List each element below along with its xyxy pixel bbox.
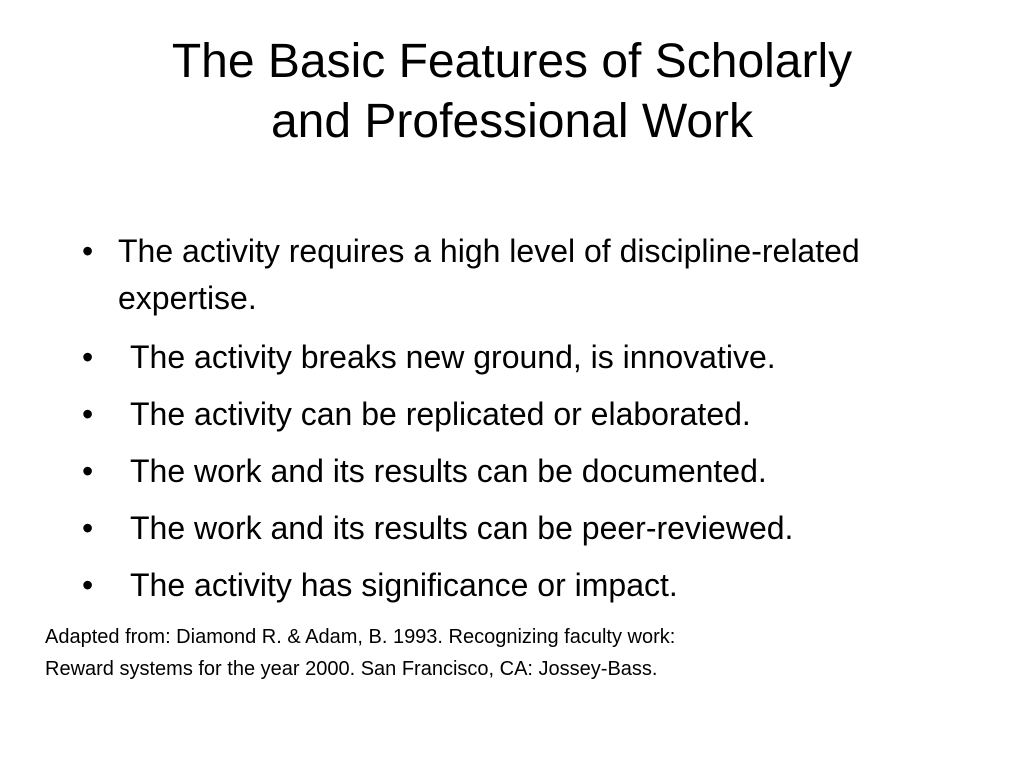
bullet-item xyxy=(80,503,980,553)
slide-title-line-1: The Basic Features of Scholarly xyxy=(171,35,853,88)
bullet-item xyxy=(80,332,980,382)
bullet-text: The activity requires a high level of discipline-related expertise. xyxy=(118,233,860,316)
slide-title-line-2: and Professional Work xyxy=(270,95,753,148)
bullet-text: The activity breaks new ground, is innovative. xyxy=(130,339,776,375)
citation xyxy=(45,621,1005,685)
bullet-marker: • xyxy=(82,233,94,269)
citation-line-1: Adapted from: Diamond R. & Adam, B. 1993. Recognizing faculty work: xyxy=(45,626,676,648)
bullet-text: The activity has significance or impact. xyxy=(130,567,678,603)
bullet-item xyxy=(80,389,980,439)
bullet-marker: • xyxy=(82,396,94,432)
bullet-item xyxy=(80,446,980,496)
bullet-item xyxy=(80,560,980,610)
bullet-item xyxy=(80,228,980,322)
bullet-list xyxy=(80,228,980,617)
slide-title xyxy=(0,32,1024,152)
citation-line-2: Reward systems for the year 2000. San Francisco, CA: Jossey-Bass. xyxy=(45,658,658,680)
bullet-marker: • xyxy=(82,510,94,546)
bullet-text: The work and its results can be peer-reviewed. xyxy=(130,510,794,546)
bullet-marker: • xyxy=(82,567,94,603)
bullet-marker: • xyxy=(82,453,94,489)
bullet-text: The activity can be replicated or elaborated. xyxy=(130,396,751,432)
bullet-marker: • xyxy=(82,339,94,375)
bullet-text: The work and its results can be documented. xyxy=(130,453,767,489)
